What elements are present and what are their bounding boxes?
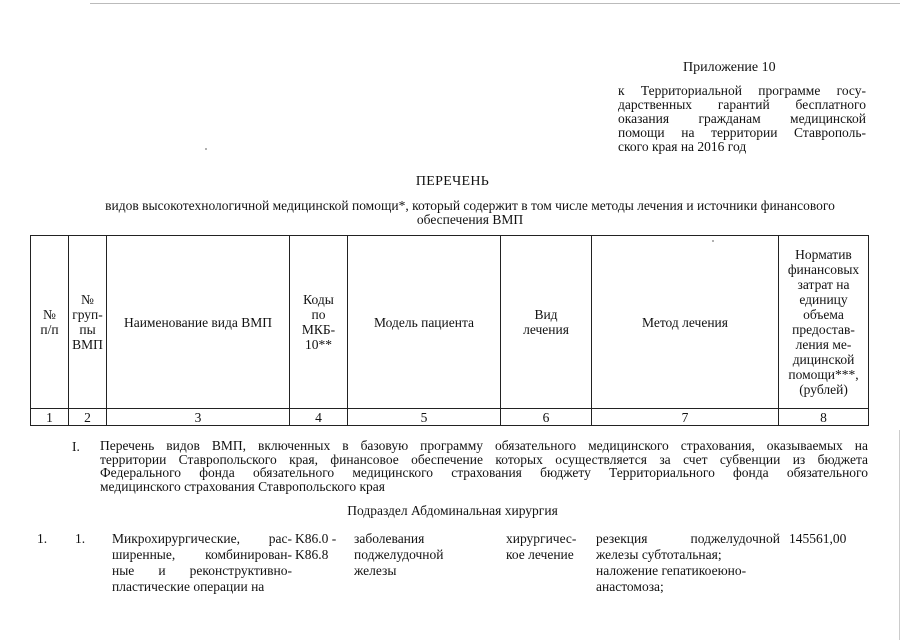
row-treatment-type: хирургичес- кое лечение xyxy=(506,531,577,562)
column-number: 8 xyxy=(779,409,869,426)
scan-speck xyxy=(712,240,714,242)
document-title: ПЕРЕЧЕНЬ xyxy=(415,174,490,189)
header-cell-num: № п/п xyxy=(31,236,69,409)
appendix-title: Приложение 10 xyxy=(683,60,776,75)
section-line: территории Ставропольского края, финансовое обеспечение которых осуществляется за счет субвенции из бюджета xyxy=(100,451,868,467)
header-table xyxy=(30,235,869,426)
appendix-text xyxy=(618,84,866,154)
scan-edge xyxy=(899,430,900,640)
column-number: 2 xyxy=(69,409,107,426)
appendix-line: к Территориальной программе госу- xyxy=(618,83,866,98)
appendix-line: оказания гражданам медицинской xyxy=(618,111,866,126)
document-subtitle: видов высокотехнологичной медицинской помощи*, который содержит в том числе методы лечения и источники финансового обеспечения ВМП xyxy=(105,198,835,227)
header-cell-method: Метод лечения xyxy=(592,236,779,409)
section-line: Перечень видов ВМП, включенных в базовую программу обязательного медицинского страхования, оказываемых на xyxy=(100,438,868,453)
top-rule xyxy=(90,3,900,4)
row-cost: 145561,00 xyxy=(789,531,847,546)
header-cell-name: Наименование вида ВМП xyxy=(107,236,290,409)
header-cell-model: Модель пациента xyxy=(348,236,501,409)
section-line: медицинского страхования Ставропольского края xyxy=(100,478,385,494)
row-number: 1. xyxy=(37,531,48,546)
section-number: I. xyxy=(72,439,80,454)
column-number: 4 xyxy=(290,409,348,426)
header-row xyxy=(31,236,869,409)
appendix-line: помощи на территории Ставрополь- xyxy=(618,125,866,140)
header-cell-codes: Коды по МКБ- 10** xyxy=(290,236,348,409)
column-number-row xyxy=(31,409,869,426)
column-number: 5 xyxy=(348,409,501,426)
column-number: 1 xyxy=(31,409,69,426)
column-number: 3 xyxy=(107,409,290,426)
header-cell-group: № груп- пы ВМП xyxy=(69,236,107,409)
row-treatment-method: резекция поджелудочной железы субтотальная; наложение гепатикоеюно- анастомоза; xyxy=(596,531,780,594)
column-number: 6 xyxy=(501,409,592,426)
subsection-title: Подраздел Абдоминальная хирургия xyxy=(347,503,558,518)
column-number: 7 xyxy=(592,409,779,426)
appendix-line: дарственных гарантий бесплатного xyxy=(618,97,866,112)
header-cell-cost: Норматив финансовых затрат на единицу объема предостав- ления ме- дицинской помощи***, (рублей) xyxy=(779,236,869,409)
row-patient-model: заболевания поджелудочной железы xyxy=(354,531,444,578)
section-line: Федерального фонда обязательного медицинского страхования бюджету Территориального фонда обязательного xyxy=(100,465,868,480)
row-vmp-name: Микрохирургические, рас- ширенные, комбинирован- ные и реконструктивно- пластические операции на xyxy=(112,531,292,594)
row-group-number: 1. xyxy=(75,531,86,546)
scan-speck xyxy=(205,148,207,150)
row-icd-codes: K86.0 - K86.8 xyxy=(295,531,337,562)
appendix-line: ского края на 2016 год xyxy=(618,139,747,154)
header-cell-type: Вид лечения xyxy=(501,236,592,409)
section-text xyxy=(100,439,868,493)
